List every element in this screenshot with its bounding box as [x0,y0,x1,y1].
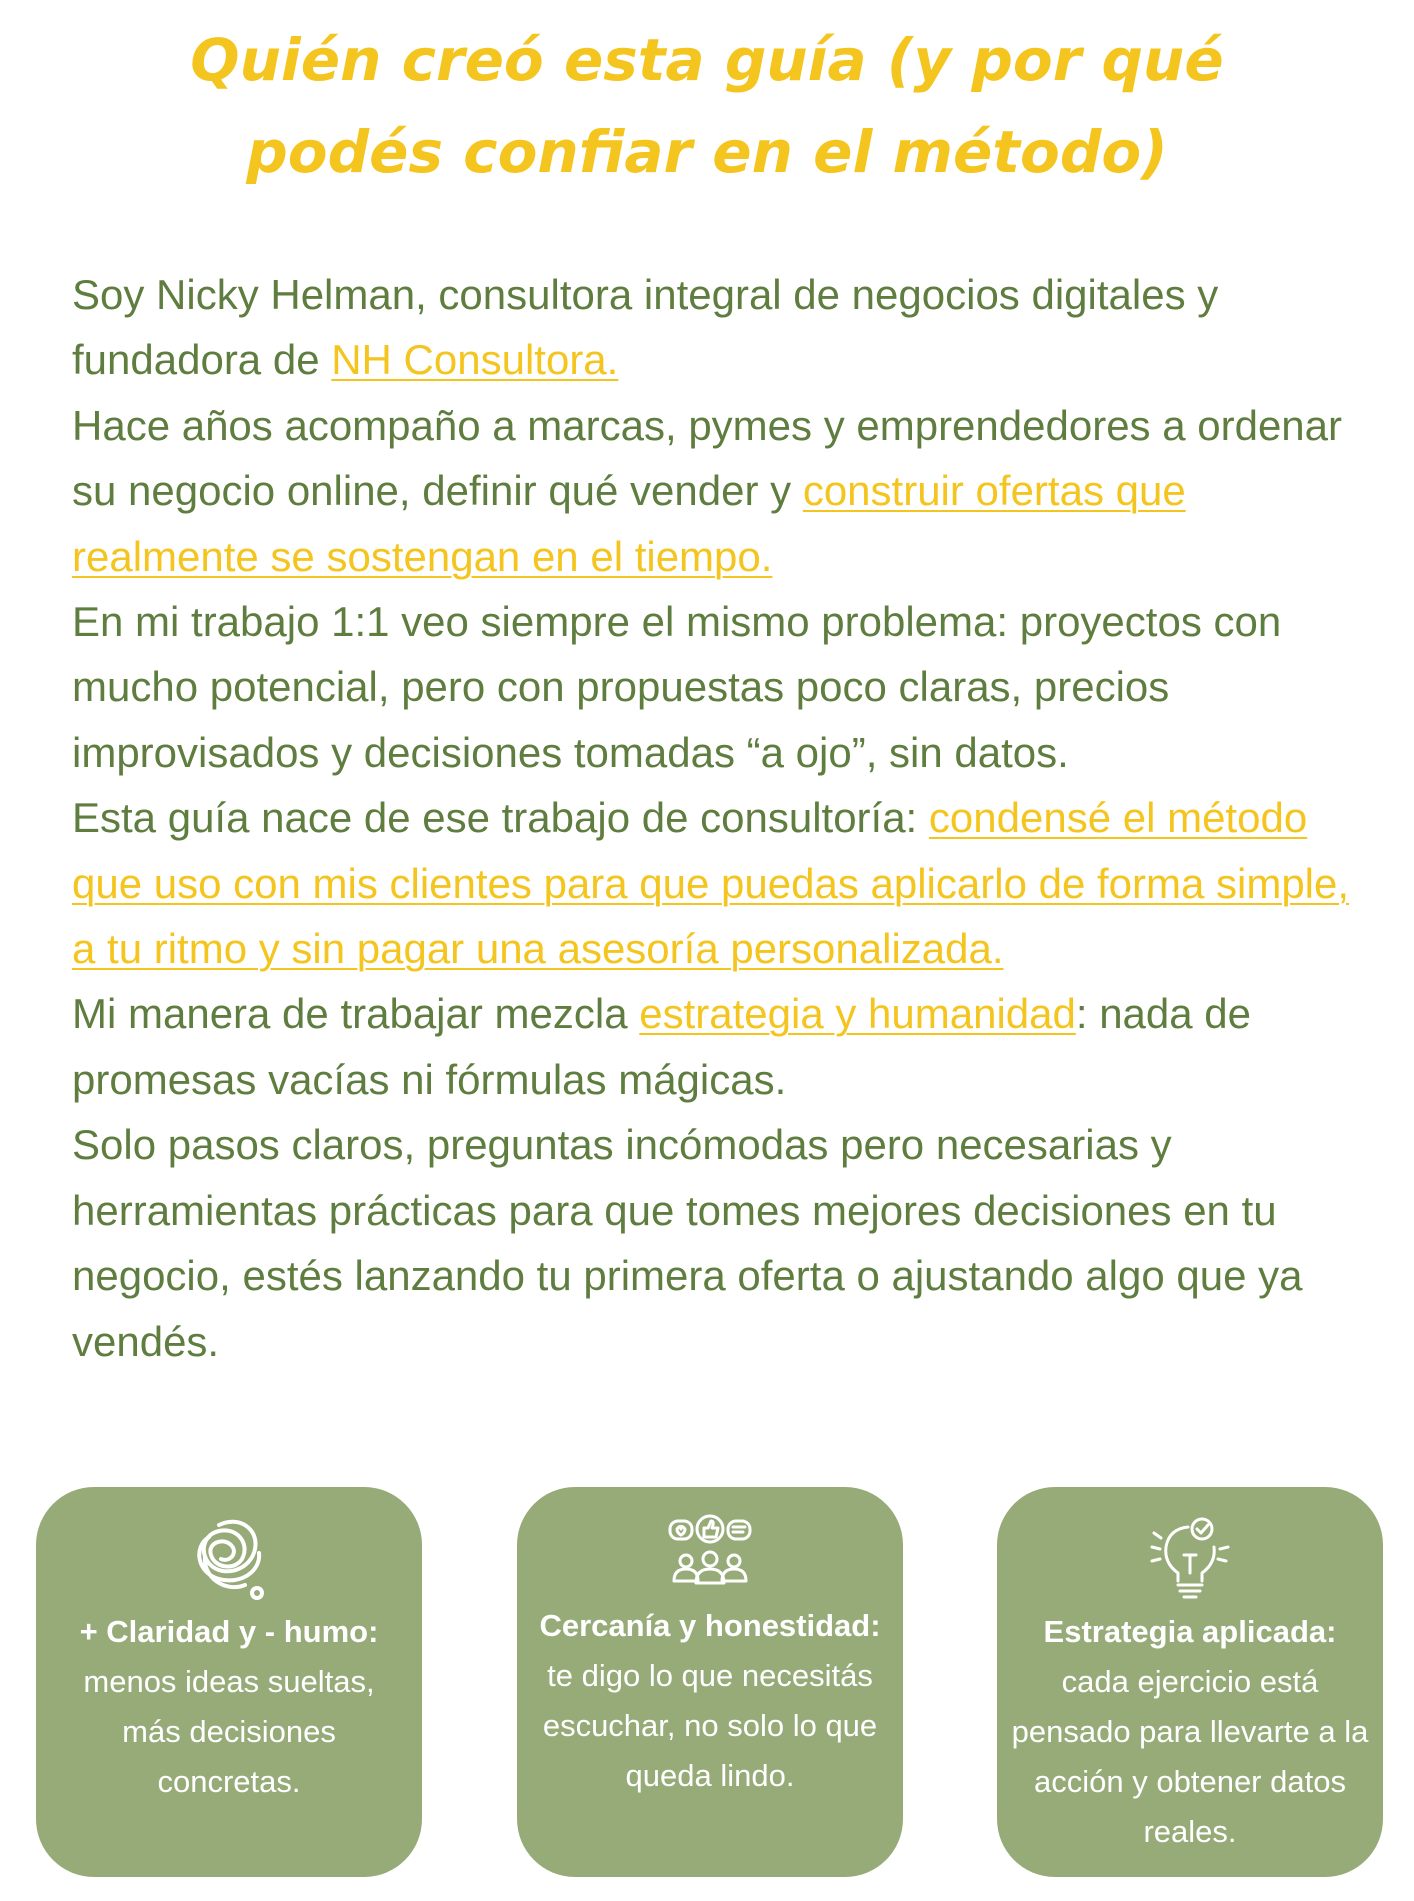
value-card-strategy [997,1487,1383,1877]
method-link[interactable]: condensé el método que uso con mis clientes para que puedas aplicarlo de forma simple, a tu ritmo y sin pagar una asesoría personalizada. [72,794,1350,973]
paragraph-guide-origin-text: Esta guía nace de ese trabajo de consultoría: [72,794,929,842]
value-card-honesty-body: te digo lo que necesitás escuchar, no solo lo que queda lindo. [542,1658,878,1793]
nh-consultora-link[interactable]: NH Consultora. [331,336,619,384]
value-card-honesty [517,1487,903,1877]
community-feedback-icon [660,1507,760,1607]
paragraph-intro-text: Soy Nicky Helman, consultora integral de negocios digitales y fundadora de [72,271,1219,384]
paragraph-guide-origin [72,785,1362,981]
value-card-clarity-body: menos ideas sueltas, más decisiones concretas. [83,1664,375,1799]
paragraph-problem: En mi trabajo 1:1 veo siempre el mismo problema: proyectos con mucho potencial, pero con propuestas poco claras, precios improvisados y decisiones tomadas “a ojo”, sin datos. [72,598,1282,776]
page-title-line-1: Quién creó esta guía (y por qué [190,26,1224,94]
value-card-clarity-title: + Claridad y - humo: [79,1614,379,1649]
tangled-scribble-icon [179,1507,279,1607]
paragraph-approach-text-end: : nada de promesas vacías ni fórmulas mágicas. [72,990,1252,1103]
lightbulb-check-icon [1140,1507,1240,1607]
paragraph-experience-text: Hace años acompaño a marcas, pymes y emprendedores a ordenar su negocio online, definir qué vender y [72,401,1343,515]
value-card-strategy-title: Estrategia aplicada: [1043,1614,1337,1649]
paragraph-experience [72,393,1362,589]
intro-text [72,262,1362,1374]
paragraph-approach-text: Mi manera de trabajar mezcla [72,990,640,1038]
value-card-honesty-text [531,1601,889,1801]
paragraph-steps: Solo pasos claros, preguntas incómodas pero necesarias y herramientas prácticas para que tomes mejores decisiones en tu negocio, estés lanzando tu primera oferta o ajustando algo que ya vendés. [72,1121,1303,1365]
value-card-clarity [36,1487,422,1877]
build-offers-link[interactable]: construir ofertas que realmente se sostengan en el tiempo. [72,467,1186,580]
value-card-strategy-body: cada ejercicio está pensado para llevarte a la acción y obtener datos reales. [1011,1664,1369,1849]
value-card-honesty-title: Cercanía y honestidad: [539,1608,881,1643]
strategy-humanity-link[interactable]: estrategia y humanidad [639,990,1076,1038]
page-title-line-2: podés confiar en el método) [246,118,1168,186]
page-title [0,14,1414,198]
value-card-strategy-text [1011,1607,1369,1857]
paragraph-intro [72,262,1362,393]
paragraph-approach [72,981,1362,1112]
value-card-clarity-text [50,1607,408,1807]
